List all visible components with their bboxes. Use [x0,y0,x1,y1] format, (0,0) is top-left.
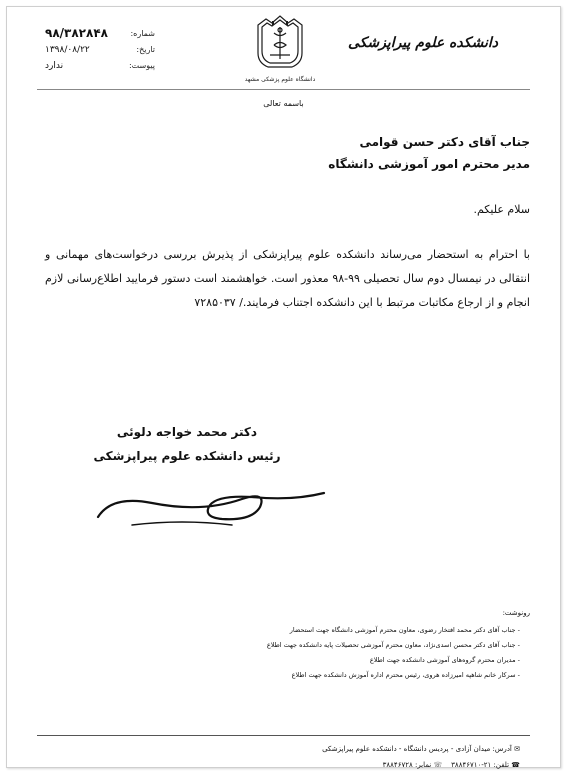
university-logo [244,13,316,85]
date-value: ۱۳۹۸/۰۸/۲۲ [45,45,90,55]
footer-address-text: آدرس: میدان آزادی - پردیس دانشگاه - دانشکده علوم پیراپزشکی [322,745,512,753]
number-label: شماره: [130,29,155,38]
date-label: تاریخ: [136,45,155,54]
number-row [45,26,155,43]
cc-title: رونوشت: [502,609,530,617]
cc-item: - سرکار خانم شاهپه امیرزاده هروی، رئیس محترم اداره آموزش دانشکده جهت اطلاع [200,668,520,683]
cc-item: - جناب آقای دکتر محسن اسدی‌نژاد، معاون محترم آموزشی تحصیلات پایه دانشکده جهت اطلاع [200,638,520,653]
envelope-icon: ✉ [514,745,520,753]
header-divider [37,89,530,90]
date-row [45,45,155,59]
cc-list [200,623,520,683]
fax-icon: ☏ [433,761,443,769]
phone-icon: ☎ [511,761,520,769]
footer-fax: نمابر: ۳۸۸۴۶۷۲۸ [382,761,432,769]
letter-body: با احترام به استحضار می‌رساند دانشکده علوم پیراپزشکی از پذیرش بررسی درخواست‌های مهمانی و انتقالی در نیمسال دوم سال تحصیلی ۹۹-۹۸ معذور است. خواهشمند است دستور فرمایید اطلاع‌رسانی لازم انجام و از ارجاع مکاتبات مرتبط با این دانشکده اجتناب فرمایند./ ۷۲۸۵۰۳۷ [45,248,530,309]
cc-item: - جناب آقای دکتر محمد افتخار رضوی، معاون محترم آموزشی دانشگاه جهت استحضار [200,623,520,638]
footer-contacts [383,761,520,769]
signatory-name: دکتر محمد خواجه دلوئی [116,425,258,439]
letter-page [6,6,561,768]
attachment-row [45,61,155,75]
signatory-title: رئیس دانشکده علوم پیراپزشکی [93,449,281,463]
logo-caption [244,71,316,85]
recipient-name: جناب آقای دکتر حسن قوامی [359,135,530,149]
cc-item: - مدیران محترم گروه‌های آموزشی دانشکده جهت اطلاع [200,653,520,668]
footer-divider [37,735,530,736]
attachment-value: ندارد [45,61,64,71]
attachment-label: پیوست: [128,61,155,70]
greeting: سلام علیکم. [473,203,530,216]
logo-caption-text: دانشگاه علوم پزشکی مشهد [244,76,316,83]
basmala: باسمه تعالی [263,99,304,108]
handwritten-signature [92,455,332,545]
university-name: دانشکده علوم پیراپزشکی [347,35,498,51]
footer-phone: تلفن: ۲۱-۳۸۸۴۶۷۱۰ [451,761,510,769]
number-value: ۹۸/۳۸۲۸۴۸ [45,26,108,40]
footer-address [322,745,520,753]
recipient-title: مدیر محترم امور آموزشی دانشگاه [328,157,530,171]
